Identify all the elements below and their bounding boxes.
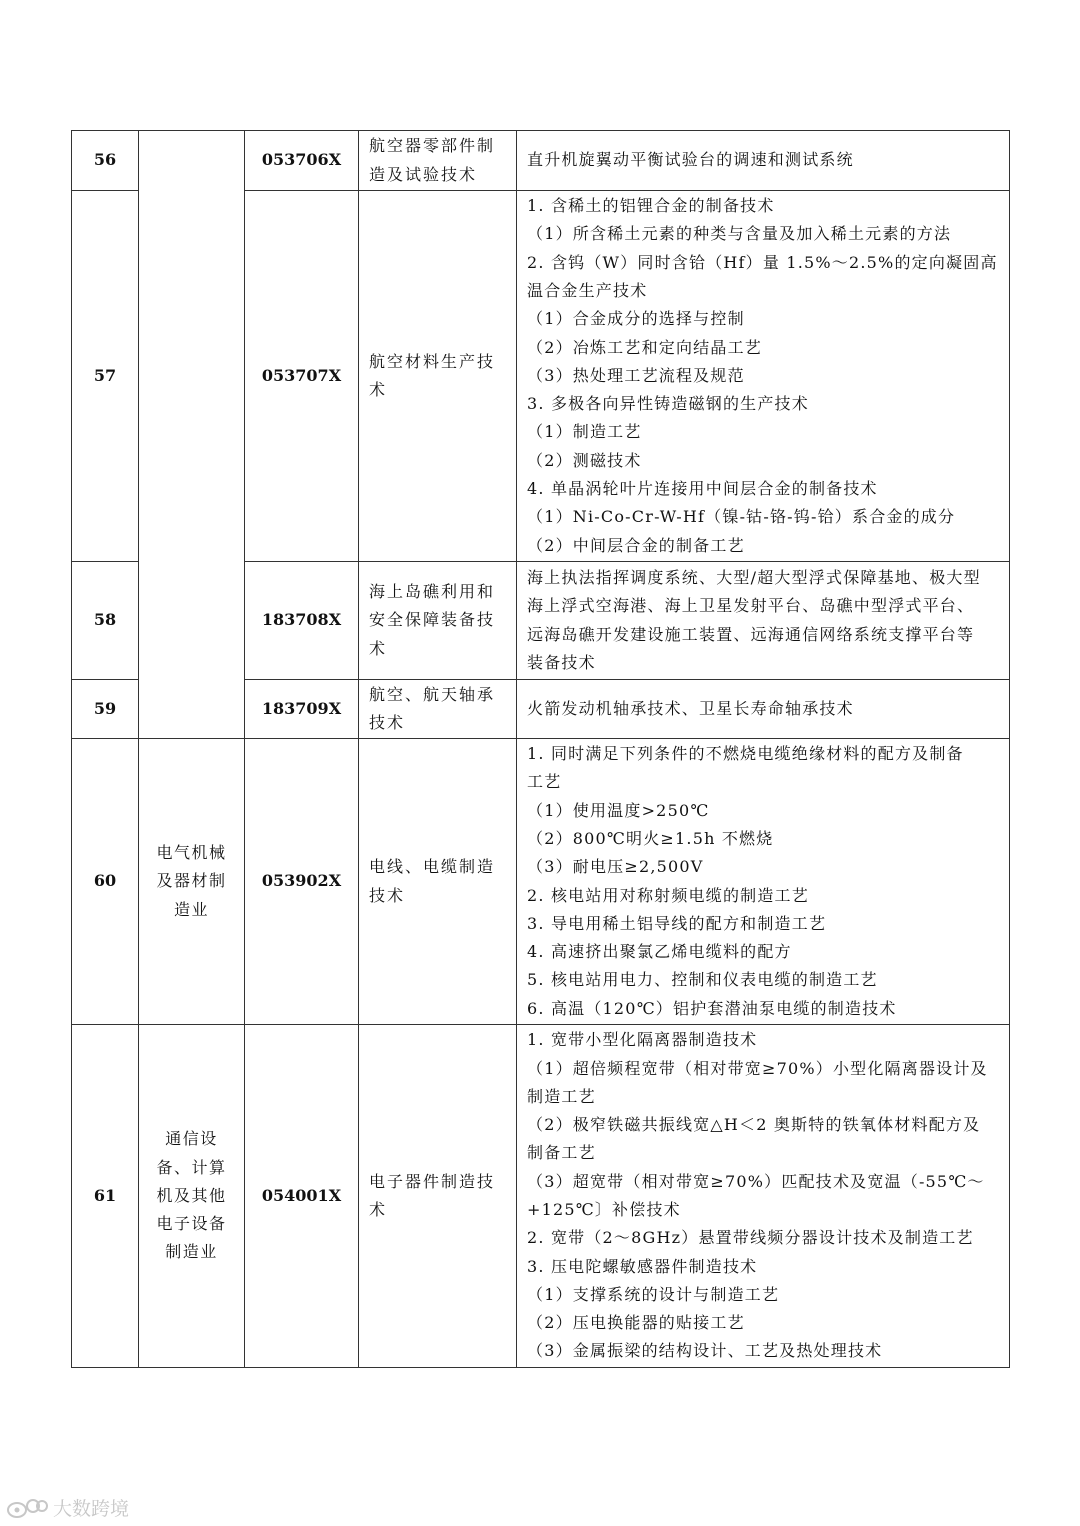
description-line: （2）极窄铁磁共振线宽△H＜2 奥斯特的铁氧体材料配方及: [527, 1115, 981, 1135]
tech-code: 053706X: [245, 131, 359, 191]
description-line: （2）中间层合金的制备工艺: [527, 535, 745, 555]
tech-code: 183708X: [245, 562, 359, 680]
description-line: （1）所含稀土元素的种类与含量及加入稀土元素的方法: [527, 224, 952, 244]
tech-code: 054001X: [245, 1025, 359, 1368]
description-line: （3）热处理工艺流程及规范: [527, 365, 745, 385]
description-line: 4. 高速挤出聚氯乙烯电缆料的配方: [527, 942, 792, 962]
description-line: 火箭发动机轴承技术、卫星长寿命轴承技术: [527, 698, 854, 718]
table-row: [72, 739, 1010, 1025]
description-line: （3）超宽带（相对带宽≥70%）匹配技术及宽温（-55℃～: [527, 1171, 985, 1191]
description-line: （1）支撑系统的设计与制造工艺: [527, 1284, 780, 1304]
row-number: 59: [72, 680, 139, 739]
tech-description: [517, 680, 1010, 739]
tech-description: [517, 739, 1010, 1025]
description-line: 直升机旋翼动平衡试验台的调速和测试系统: [527, 150, 854, 170]
tech-description: [517, 562, 1010, 680]
description-line: 6. 高温（120℃）铝护套潜油泵电缆的制造技术: [527, 998, 897, 1018]
description-line: 3. 多极各向异性铸造磁钢的生产技术: [527, 394, 809, 414]
description-line: 工艺: [527, 772, 562, 792]
tech-description: [517, 191, 1010, 562]
tech-code: 053902X: [245, 739, 359, 1025]
watermark-text: 大数跨境: [53, 1498, 130, 1520]
industry-cell: 通信设备、计算机及其他电子设备制造业: [139, 1025, 245, 1368]
table-row: [72, 131, 1010, 191]
tech-category: 电子器件制造技术: [359, 1025, 517, 1368]
row-number: 58: [72, 562, 139, 680]
description-line: 5. 核电站用电力、控制和仪表电缆的制造工艺: [527, 970, 878, 990]
description-line: 2. 宽带（2～8GHz）悬置带线频分器设计技术及制造工艺: [527, 1228, 974, 1248]
weibo-eye-logo-icon: [6, 1497, 48, 1519]
description-line: 海上浮式空海港、海上卫星发射平台、岛礁中型浮式平台、: [527, 596, 975, 616]
description-line: （2）800℃明火≥1.5h 不燃烧: [527, 828, 774, 848]
tech-category: 海上岛礁利用和安全保障装备技术: [359, 562, 517, 680]
tech-code: 053707X: [245, 191, 359, 562]
tech-description: [517, 1025, 1010, 1368]
watermark: [6, 1494, 129, 1521]
tech-category: 航空材料生产技术: [359, 191, 517, 562]
description-line: 制备工艺: [527, 1143, 596, 1163]
row-number: 60: [72, 739, 139, 1025]
description-line: 4. 单晶涡轮叶片连接用中间层合金的制备技术: [527, 479, 878, 499]
row-number: 61: [72, 1025, 139, 1368]
tech-description: [517, 131, 1010, 191]
description-line: （3）耐电压≥2,500V: [527, 857, 704, 877]
tech-category: 电线、电缆制造技术: [359, 739, 517, 1025]
row-number: 57: [72, 191, 139, 562]
description-line: 1. 同时满足下列条件的不燃烧电缆绝缘材料的配方及制备: [527, 744, 964, 764]
description-line: 海上执法指挥调度系统、大型/超大型浮式保障基地、极大型: [527, 567, 981, 587]
description-line: 1. 含稀土的铝锂合金的制备技术: [527, 196, 775, 216]
description-line: （1）Ni-Co-Cr-W-Hf（镍-钴-铬-钨-铪）系合金的成分: [527, 507, 956, 527]
description-line: +125℃〕补偿技术: [527, 1200, 681, 1219]
tech-code: 183709X: [245, 680, 359, 739]
tech-table: [71, 130, 1010, 1368]
description-line: （1）超倍频程宽带（相对带宽≥70%）小型化隔离器设计及: [527, 1058, 988, 1078]
description-line: 制造工艺: [527, 1086, 596, 1106]
description-line: 3. 导电用稀土铝导线的配方和制造工艺: [527, 913, 827, 933]
industry-cell: 电气机械及器材制造业: [139, 739, 245, 1025]
row-number: 56: [72, 131, 139, 191]
description-line: （3）金属振梁的结构设计、工艺及热处理技术: [527, 1341, 883, 1361]
description-line: 温合金生产技术: [527, 280, 648, 300]
description-line: （2）测磁技术: [527, 450, 642, 470]
description-line: （2）压电换能器的贴接工艺: [527, 1313, 745, 1333]
description-line: 装备技术: [527, 652, 596, 672]
description-line: 3. 压电陀螺敏感器件制造技术: [527, 1256, 758, 1276]
description-line: （1）使用温度>250℃: [527, 800, 710, 820]
industry-cell: [139, 131, 245, 739]
description-line: 2. 核电站用对称射频电缆的制造工艺: [527, 885, 809, 905]
tech-category: 航空、航天轴承技术: [359, 680, 517, 739]
description-line: 2. 含钨（W）同时含铪（Hf）量 1.5%～2.5%的定向凝固高: [527, 252, 998, 272]
table-row: [72, 1025, 1010, 1368]
description-line: 远海岛礁开发建设施工装置、远海通信网络系统支撑平台等: [527, 624, 975, 644]
description-line: （2）冶炼工艺和定向结晶工艺: [527, 337, 762, 357]
description-line: （1）制造工艺: [527, 422, 642, 442]
tech-category: 航空器零部件制造及试验技术: [359, 131, 517, 191]
description-line: 1. 宽带小型化隔离器制造技术: [527, 1030, 758, 1050]
description-line: （1）合金成分的选择与控制: [527, 309, 745, 329]
